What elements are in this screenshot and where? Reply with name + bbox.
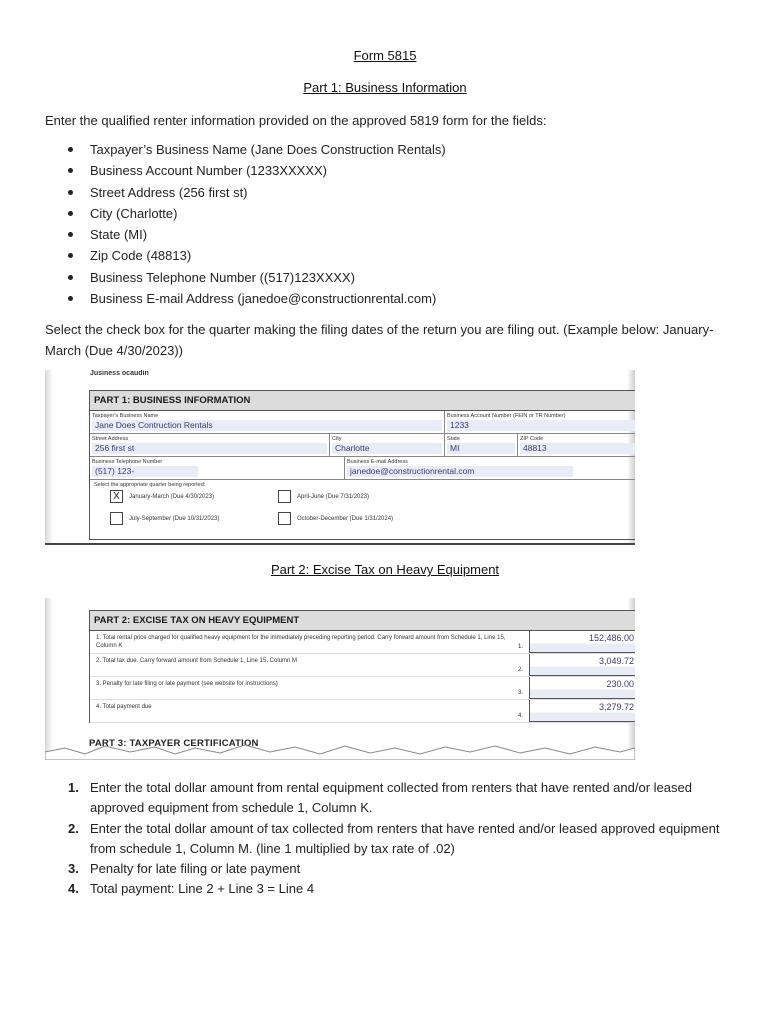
step-number: 3.	[68, 861, 79, 877]
row-text: 4. Total payment due	[96, 704, 152, 710]
list-item	[68, 819, 730, 860]
list-item: Street Address (256 first st)	[68, 182, 446, 203]
list-item: City (Charlotte)	[68, 203, 446, 224]
field-label: City	[332, 436, 342, 442]
step-text: Enter the total dollar amount of tax collected from renters that have rented and/or leased approved equipment from schedule 1, Column M. (line 1 multiplied by tax rate of .02)	[90, 820, 720, 856]
q2-label: April-June (Due 7/31/2023)	[297, 493, 370, 500]
row-description	[90, 654, 529, 676]
list-item	[68, 879, 730, 899]
row-number: 1.	[517, 643, 523, 650]
row-amount: 3,049.72	[529, 654, 635, 676]
field-value: (517) 123-	[92, 466, 198, 477]
image-bottom-edge	[45, 543, 635, 545]
field-label: State	[447, 436, 460, 442]
row-text: 3. Penalty for late filing or late payment (see website for instructions)	[96, 681, 278, 687]
step-text: Enter the total dollar amount from rental equipment collected from renters that have rented and/or leased approved equipment from schedule 1, Column K.	[90, 780, 692, 816]
field-value: janedoe@constructionrental.com	[347, 466, 573, 477]
bullet-list	[68, 139, 446, 309]
row-number: 3.	[517, 689, 523, 696]
step-number: 4.	[68, 881, 79, 897]
q1-checkbox: X	[110, 490, 123, 503]
excise-tax-form-image	[45, 598, 635, 760]
row-number: 2.	[517, 666, 523, 673]
field-label: Business Account Number (FEIN or TR Number)	[447, 413, 566, 419]
step-number: 1.	[68, 780, 79, 795]
quarter-label: Select the appropriate quarter being reported:	[94, 482, 206, 488]
list-item: Zip Code (48813)	[68, 245, 446, 266]
field-label: Street Address	[92, 436, 129, 442]
list-item: State (MI)	[68, 224, 446, 245]
table-row	[90, 677, 635, 700]
part2-title: Part 2: Excise Tax on Heavy Equipment	[270, 562, 500, 577]
field-label: Business Telephone Number	[92, 459, 163, 465]
field-value: MI	[447, 443, 515, 454]
row-number: 4.	[517, 712, 523, 719]
table-row	[90, 631, 635, 654]
q4-label: October-December (Due 1/31/2024)	[297, 515, 394, 522]
cutoff-text: Jusiness ocaudin	[90, 370, 149, 377]
quarter-option-q3	[110, 512, 219, 525]
phone-field	[90, 457, 345, 479]
field-label: Taxpayer's Business Name	[92, 413, 159, 419]
field-value: Jane Does Contruction Rentals	[92, 420, 442, 431]
q2-checkbox	[278, 490, 291, 503]
row-amount: 230.00	[529, 677, 635, 699]
torn-edge	[45, 730, 635, 760]
row-text: 2. Total tax due. Carry forward amount from Schedule 1, Line 15, Column M	[96, 658, 297, 664]
excise-tax-form	[89, 610, 635, 723]
form-header: PART 1: BUSINESS INFORMATION	[90, 391, 635, 411]
field-label: ZIP Code	[520, 436, 544, 442]
field-value: Charlotte	[332, 443, 442, 454]
field-value: 48813	[520, 443, 635, 454]
city-field	[330, 434, 445, 456]
row-description	[90, 700, 529, 722]
list-item: Business E-mail Address (janedoe@constructionrental.com)	[68, 288, 446, 309]
row-text: 1. Total rental price charged for qualified heavy equipment for the immediately preceding reporting period. Carry forward amount from Schedule 1, Line 15, Column K	[96, 635, 506, 649]
business-info-form-image	[45, 370, 635, 545]
q4-checkbox	[278, 512, 291, 525]
form-header: PART 2: EXCISE TAX ON HEAVY EQUIPMENT	[90, 611, 635, 631]
part3-cutoff-heading: PART 3: TAXPAYER CERTIFICATION	[89, 738, 259, 749]
shadow-left	[45, 370, 53, 545]
row-amount: 3,279.72	[529, 700, 635, 722]
email-field	[345, 457, 635, 479]
quarter-selector	[90, 480, 635, 539]
field-value: 1233	[447, 420, 635, 431]
form-title: Form 5815	[353, 48, 417, 63]
account-number-field	[445, 411, 635, 433]
row-description	[90, 677, 529, 699]
state-field	[445, 434, 518, 456]
q3-label: July-September (Due 10/31/2023)	[129, 515, 220, 522]
field-value: 256 first st	[92, 443, 327, 454]
list-item: Business Telephone Number ((517)123XXXX)	[68, 267, 446, 288]
checkbox-instruction: Select the check box for the quarter making the filing dates of the return you are filing out. (Example below: January-March (Due 4/30/2023))	[45, 322, 714, 358]
list-item: Business Account Number (1233XXXXX)	[68, 160, 446, 181]
step-number: 2.	[68, 820, 79, 836]
list-item	[68, 778, 730, 819]
business-info-form	[89, 390, 635, 540]
step-text: Total payment: Line 2 + Line 3 = Line 4	[90, 881, 315, 897]
row-amount: 152,486.00	[529, 631, 635, 653]
intro-text: Enter the qualified renter information provided on the approved 5819 form for the fields:	[45, 113, 547, 128]
table-row	[90, 700, 635, 723]
q1-label: January-March (Due 4/30/2023)	[129, 493, 215, 500]
table-row	[90, 654, 635, 677]
step-text: Penalty for late filing or late payment	[90, 861, 301, 877]
part1-title: Part 1: Business Information	[303, 80, 467, 95]
steps-list	[68, 778, 730, 900]
street-field	[90, 434, 330, 456]
field-label: Business E-mail Address	[347, 459, 408, 465]
list-item	[68, 859, 730, 879]
zip-field	[518, 434, 635, 456]
q3-checkbox	[110, 512, 123, 525]
quarter-option-q1	[110, 490, 214, 503]
quarter-option-q4	[278, 512, 393, 525]
quarter-option-q2	[278, 490, 369, 503]
row-description	[90, 631, 529, 653]
business-name-field	[90, 411, 445, 433]
list-item: Taxpayer’s Business Name (Jane Does Construction Rentals)	[68, 139, 446, 160]
